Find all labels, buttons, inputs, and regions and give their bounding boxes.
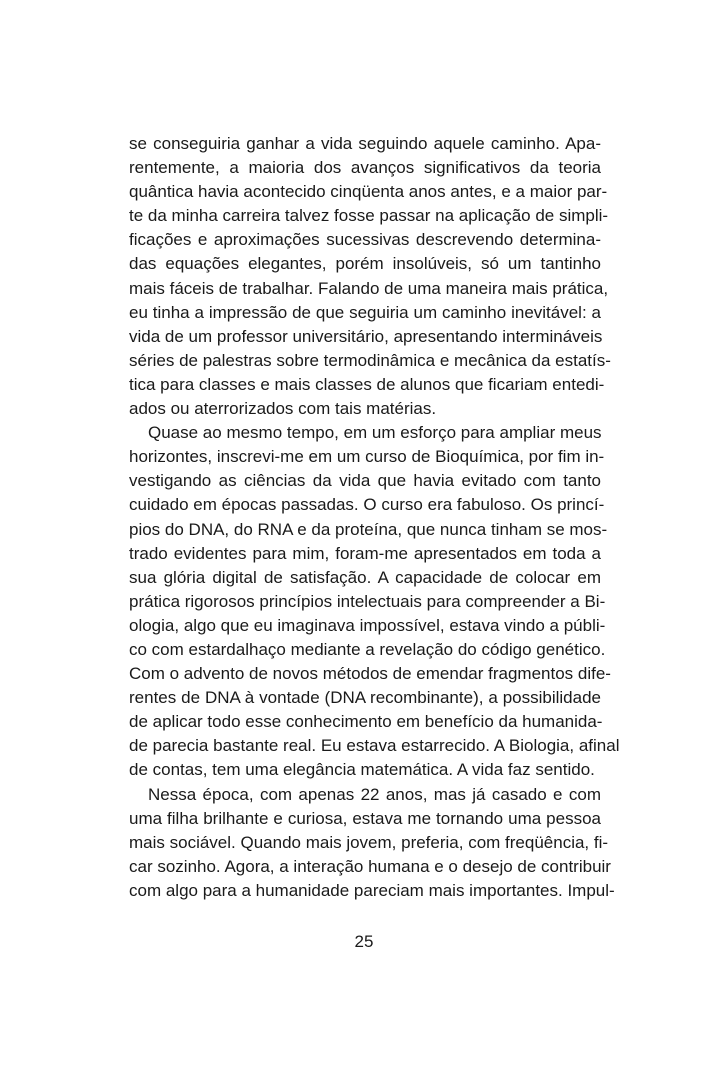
text-line: séries de palestras sobre termodinâmica e mecânica da estatís- xyxy=(129,350,611,370)
text-line: ficações e aproximações sucessivas descrevendo determina- xyxy=(129,230,601,250)
text-line: uma filha brilhante e curiosa, estava me tornando uma pessoa xyxy=(129,808,601,828)
text-line: rentes de DNA à vontade (DNA recombinante), a possibilidade xyxy=(129,688,601,708)
text-line: horizontes, inscrevi-me em um curso de Bioquímica, por fim in- xyxy=(129,447,605,467)
paragraph-start-line: Nessa época, com apenas 22 anos, mas já casado e com xyxy=(148,784,601,804)
text-line: quântica havia acontecido cinqüenta anos antes, e a maior par- xyxy=(129,182,608,202)
page-number: 25 xyxy=(354,932,374,951)
text-line: Com o advento de novos métodos de emendar fragmentos dife- xyxy=(129,664,611,684)
text-line: te da minha carreira talvez fosse passar na aplicação de simpli- xyxy=(129,206,609,226)
text-line: trado evidentes para mim, foram-me apresentados em toda a xyxy=(129,543,601,563)
text-line: ologia, algo que eu imaginava impossível, estava vindo a públi- xyxy=(129,615,606,635)
text-line: rentemente, a maioria dos avanços significativos da teoria xyxy=(129,158,601,178)
text-line: sua glória digital de satisfação. A capacidade de colocar em xyxy=(129,567,601,587)
text-line: vestigando as ciências da vida que havia evitado com tanto xyxy=(129,471,601,491)
text-line: de aplicar todo esse conhecimento em benefício da humanida- xyxy=(129,712,603,732)
text-line: eu tinha a impressão de que seguiria um caminho inevitável: a xyxy=(129,302,601,322)
text-line: car sozinho. Agora, a interação humana e o desejo de contribuir xyxy=(129,856,611,876)
paragraph-start-line: Quase ao mesmo tempo, em um esforço para ampliar meus xyxy=(148,423,602,443)
text-line: prática rigorosos princípios intelectuais para compreender a Bi- xyxy=(129,591,606,611)
paragraph-end-line: de contas, tem uma elegância matemática. A vida faz sentido. xyxy=(129,760,595,780)
text-line: cuidado em épocas passadas. O curso era fabuloso. Os princí- xyxy=(129,495,605,515)
text-line: das equações elegantes, porém insolúveis, só um tantinho xyxy=(129,254,601,274)
text-line: tica para classes e mais classes de alunos que ficariam entedi- xyxy=(129,374,605,394)
text-line: de parecia bastante real. Eu estava estarrecido. A Biologia, afinal xyxy=(129,736,620,756)
text-line: se conseguiria ganhar a vida seguindo aquele caminho. Apa- xyxy=(129,134,601,153)
text-line: mais fáceis de trabalhar. Falando de uma maneira mais prática, xyxy=(129,278,609,298)
text-line: pios do DNA, do RNA e da proteína, que nunca tinham se mos- xyxy=(129,519,608,539)
paragraph-end-line: ados ou aterrorizados com tais matérias. xyxy=(129,399,437,419)
text-line: vida de um professor universitário, apresentando intermináveis xyxy=(129,326,603,346)
text-line: com algo para a humanidade pareciam mais importantes. Impul- xyxy=(129,880,615,900)
text-line: mais sociável. Quando mais jovem, preferia, com freqüência, fi- xyxy=(129,832,609,852)
text-line: co com estardalhaço mediante a revelação do código genético. xyxy=(129,639,606,659)
body-text xyxy=(129,132,620,903)
